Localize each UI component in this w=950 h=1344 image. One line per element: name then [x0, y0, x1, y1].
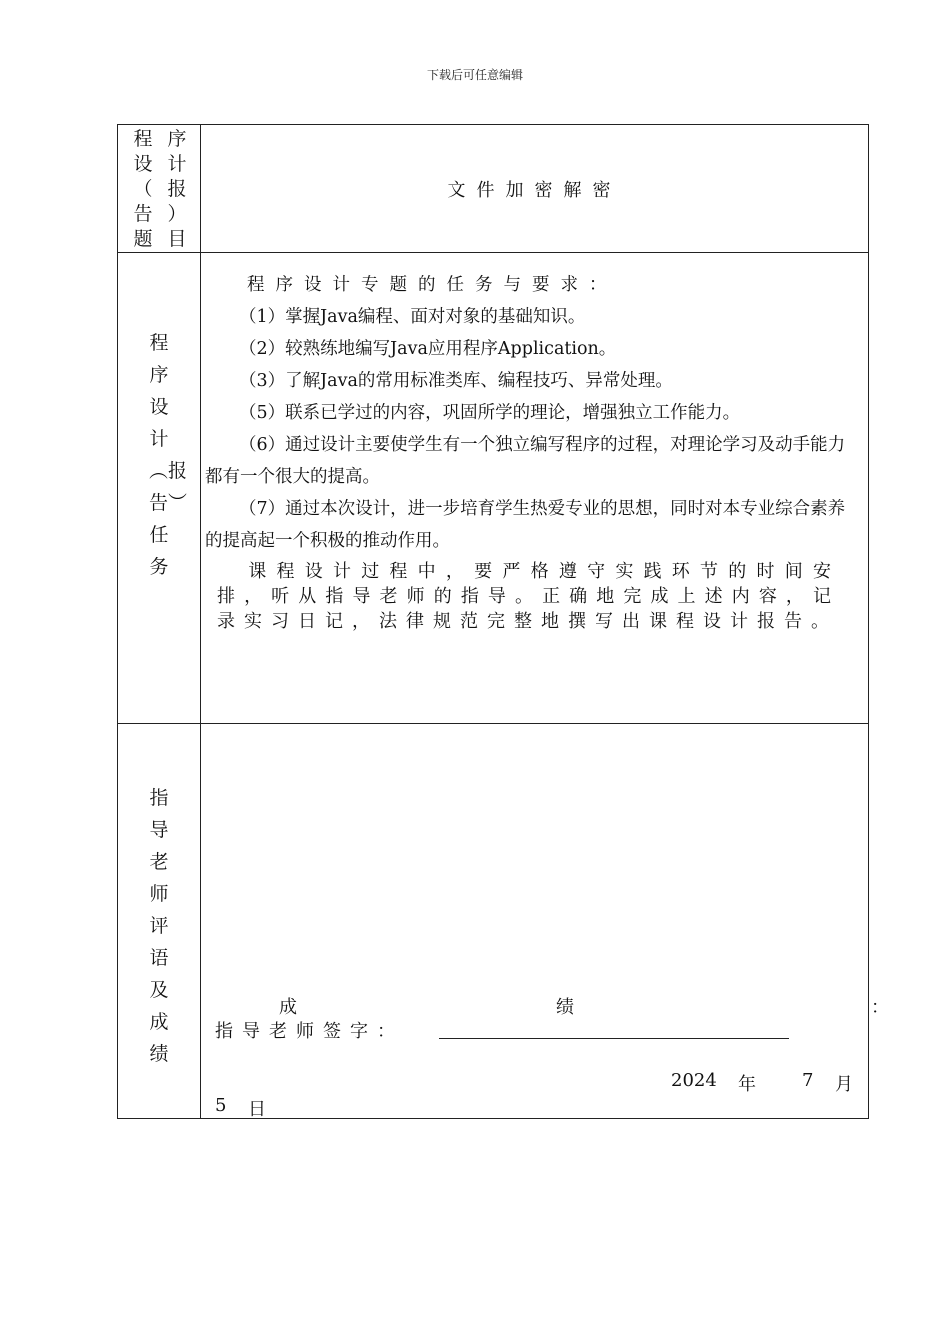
- task-item: （5）联系已学过的内容，巩固所学的理论，增强独立工作能力。: [239, 403, 741, 423]
- label-char: ）: [167, 203, 187, 225]
- task-item: （7）通过本次设计，进一步培育学生热爱专业的思想，同时对本专业综合素养的提高起一个积极的推动作用。: [205, 499, 846, 551]
- report-title-label: [118, 125, 200, 252]
- evaluation-label-cell: [118, 724, 201, 1119]
- date-day-unit: 日: [248, 1099, 266, 1120]
- grade-char: 成: [279, 997, 297, 1018]
- label-char: 目: [167, 228, 187, 250]
- label-char: 序: [167, 128, 187, 150]
- label-char: 设: [133, 153, 153, 175]
- evaluation-row: [118, 724, 869, 1119]
- task-content-cell: [201, 253, 869, 724]
- label-char: 题: [133, 228, 153, 250]
- date-day: 5: [215, 1095, 227, 1116]
- task-label: 程序设计︵报告︶任务: [149, 332, 188, 578]
- report-title-row: [118, 125, 869, 253]
- task-item: （3）了解Java的常用标准类库、编程技巧、异常处理。: [239, 371, 673, 391]
- task-item: （1）掌握Java编程、面对对象的基础知识。: [239, 307, 586, 327]
- date-month-unit: 月: [835, 1074, 853, 1095]
- report-title-value: 文件加密解密: [447, 180, 622, 201]
- task-item: （6）通过设计主要使学生有一个独立编写程序的过程，对理论学习及动手能力都有一个很大的提高。: [205, 435, 846, 487]
- header-note: 下载后可任意编辑: [426, 68, 523, 82]
- task-content: [201, 253, 868, 634]
- practice-note-text: 课程设计过程中，要严格遵守实践环节的时间安排，听从指导老师的指导。正确地完成上述内容，记录实习日记，法律规范完整地撰写出课程设计报告。: [217, 561, 840, 632]
- task-label-cell: [118, 253, 201, 724]
- signature-field[interactable]: [439, 1038, 789, 1039]
- label-char: 计: [167, 153, 187, 175]
- label-char: （: [133, 178, 153, 200]
- label-char: 告: [133, 203, 153, 225]
- task-row: [118, 253, 869, 724]
- grade-char: 绩: [556, 997, 574, 1018]
- evaluation-content: [201, 724, 889, 1120]
- date-year: 2024: [671, 1070, 717, 1091]
- date-year-unit: 年: [738, 1074, 756, 1095]
- signature-label: 指导老师签字：: [215, 1021, 404, 1042]
- practice-note: [217, 559, 840, 634]
- task-item: （2）较熟练地编写Java应用程序Application。: [239, 339, 617, 359]
- date-month: 7: [802, 1070, 814, 1091]
- report-form-table: [117, 124, 889, 1120]
- evaluation-content-cell: [201, 724, 889, 1120]
- report-title-value-cell: [201, 125, 869, 253]
- report-title-label-cell: [118, 125, 201, 253]
- label-char: 报: [167, 178, 187, 200]
- evaluation-label: 指导老师评语及成绩: [149, 787, 169, 1065]
- grade-colon: ：: [871, 997, 889, 1018]
- label-char: 程: [133, 128, 153, 150]
- task-heading: 程序设计专题的任务与要求：: [247, 275, 618, 295]
